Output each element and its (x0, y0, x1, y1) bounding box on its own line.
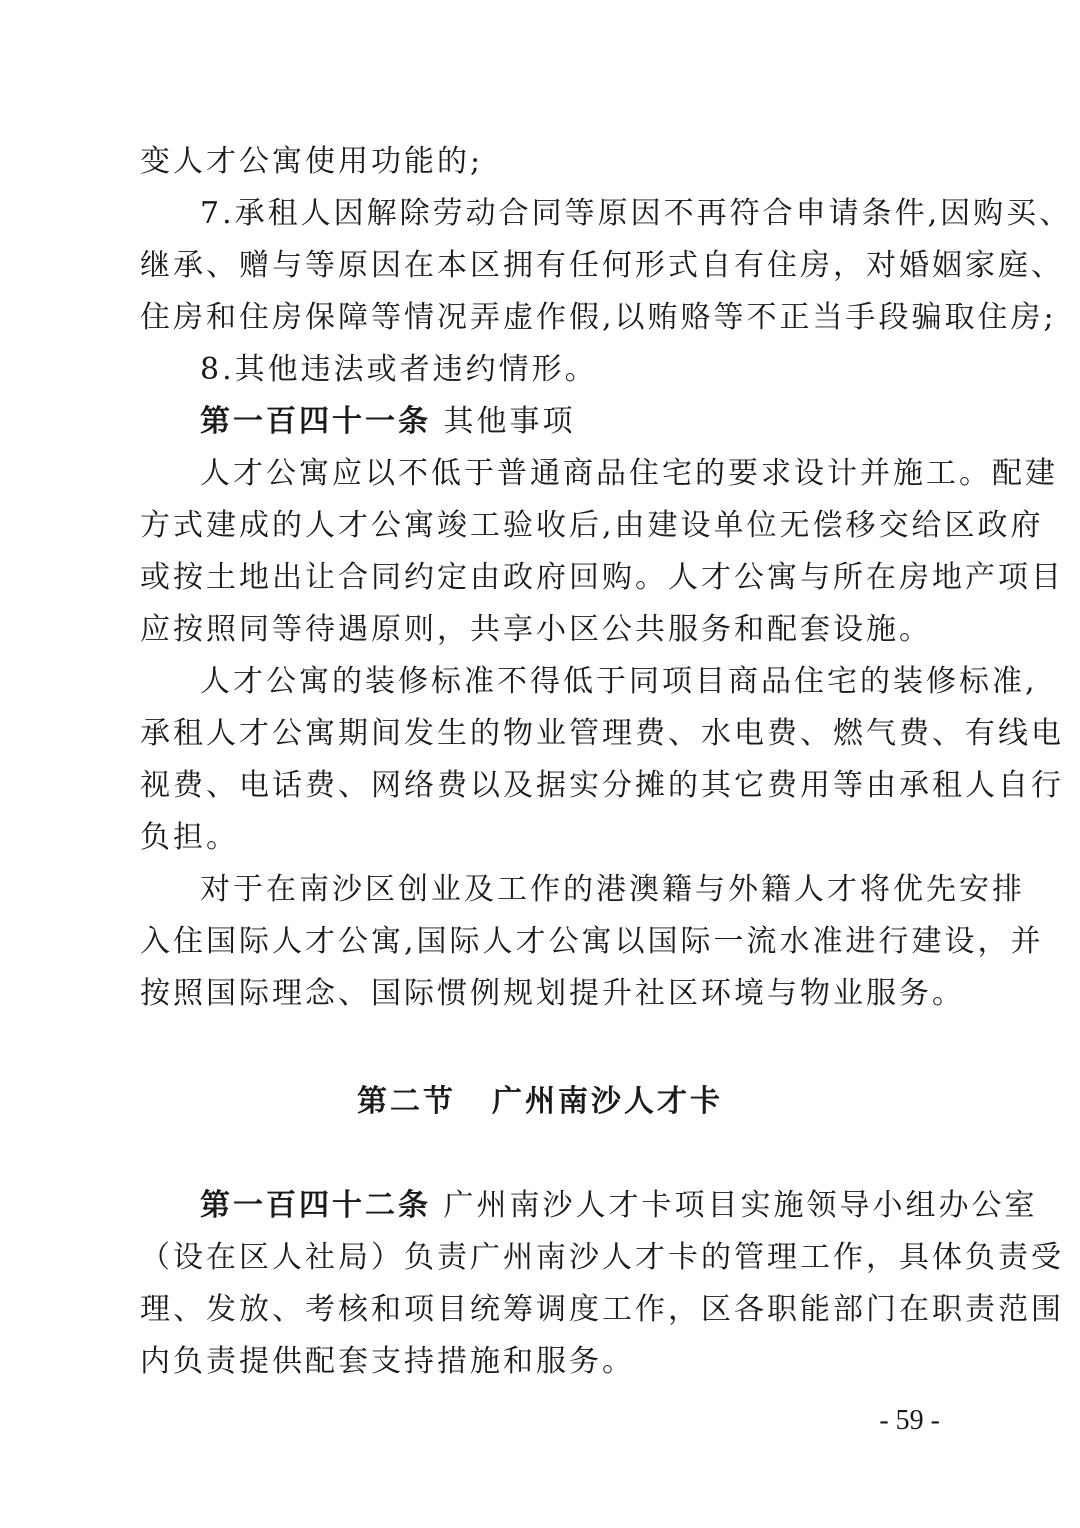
text-line: 或按土地出让合同约定由政府回购。人才公寓与所在房地产项目 (140, 560, 1064, 595)
section-number: 第二节 (357, 1084, 456, 1119)
text-line: 8.其他违法或者违约情形。 (200, 352, 598, 387)
text-line: 负担。 (140, 820, 239, 855)
text-line: 入住国际人才公寓,国际人才公寓以国际一流水准进行建设，并 (140, 924, 1044, 959)
article-number: 第一百四十二条 (200, 1188, 431, 1223)
text-line: 承租人才公寓期间发生的物业管理费、水电费、燃气费、有线电 (140, 716, 1064, 751)
document-body (140, 136, 1073, 1388)
text-line: 内负责提供配套支持措施和服务。 (140, 1344, 635, 1379)
text-line: 视费、电话费、网络费以及据实分摊的其它费用等由承租人自行 (140, 768, 1064, 803)
article-number: 第一百四十一条 (200, 404, 431, 439)
text-line: 对于在南沙区创业及工作的港澳籍与外籍人才将优先安排 (200, 872, 1025, 907)
article-title: 其他事项 (443, 404, 576, 439)
article-141-heading (140, 396, 940, 448)
text-line: 住房和住房保障等情况弄虚作假,以贿赂等不正当手段骗取住房; (140, 300, 1057, 335)
text-line: 应按照同等待遇原则，共享小区公共服务和配套设施。 (140, 612, 932, 647)
text-line: （设在区人社局）负责广州南沙人才卡的管理工作，具体负责受 (140, 1240, 1064, 1275)
text-line: 7.承租人因解除劳动合同等原因不再符合申请条件,因购买、 (200, 196, 1073, 231)
section-name: 广州南沙人才卡 (492, 1084, 723, 1119)
page-number: - 59 - (879, 1405, 940, 1436)
text-line: 按照国际理念、国际惯例规划提升社区环境与物业服务。 (140, 976, 965, 1011)
text-line: 继承、赠与等原因在本区拥有任何形式自有住房，对婚姻家庭、 (140, 248, 1064, 283)
article-text: 广州南沙人才卡项目实施领导小组办公室 (443, 1188, 1038, 1223)
section-title (140, 1076, 940, 1128)
article-142-heading (140, 1180, 1038, 1232)
text-line: 变人才公寓使用功能的; (140, 144, 484, 179)
text-line: 方式建成的人才公寓竣工验收后,由建设单位无偿移交给区政府 (140, 508, 1044, 543)
text-line: 人才公寓应以不低于普通商品住宅的要求设计并施工。配建 (200, 456, 1058, 491)
text-line: 理、发放、考核和项目统筹调度工作，区各职能部门在职责范围 (140, 1292, 1064, 1327)
text-line: 人才公寓的装修标准不得低于同项目商品住宅的装修标准, (200, 664, 1038, 699)
